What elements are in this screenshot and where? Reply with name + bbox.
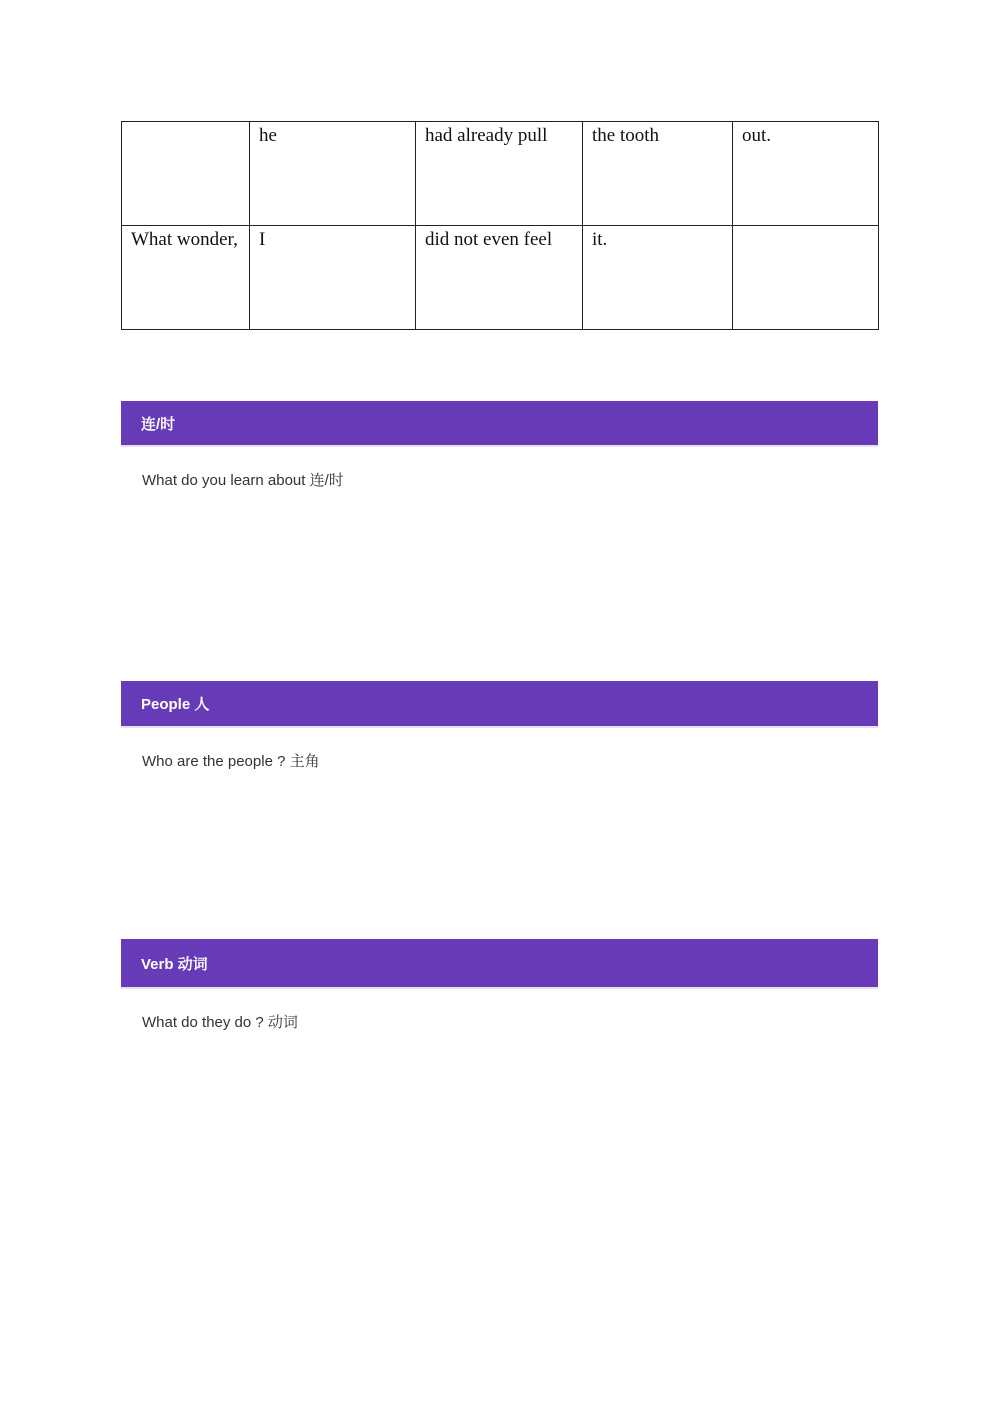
section-question: Who are the people ? 主角 <box>142 753 320 770</box>
table-cell: had already pull <box>416 122 583 226</box>
table-cell <box>122 122 250 226</box>
table-cell: I <box>250 226 416 330</box>
section-people <box>121 681 878 771</box>
table-cell: the tooth <box>583 122 733 226</box>
table-cell: did not even feel <box>416 226 583 330</box>
section-lian-shi <box>121 401 878 490</box>
table-cell: What wonder, <box>122 226 250 330</box>
table-row <box>122 226 879 330</box>
table-cell: he <box>250 122 416 226</box>
section-verb <box>121 939 878 1032</box>
table-row <box>122 122 879 226</box>
section-header: People 人 <box>121 681 878 728</box>
section-header: 连/时 <box>121 401 878 447</box>
sentence-table <box>121 121 879 330</box>
section-question: What do they do ? 动词 <box>142 1014 298 1031</box>
table-cell: it. <box>583 226 733 330</box>
section-question: What do you learn about 连/时 <box>142 472 344 489</box>
table-cell: out. <box>733 122 879 226</box>
table-cell <box>733 226 879 330</box>
section-header: Verb 动词 <box>121 939 878 989</box>
